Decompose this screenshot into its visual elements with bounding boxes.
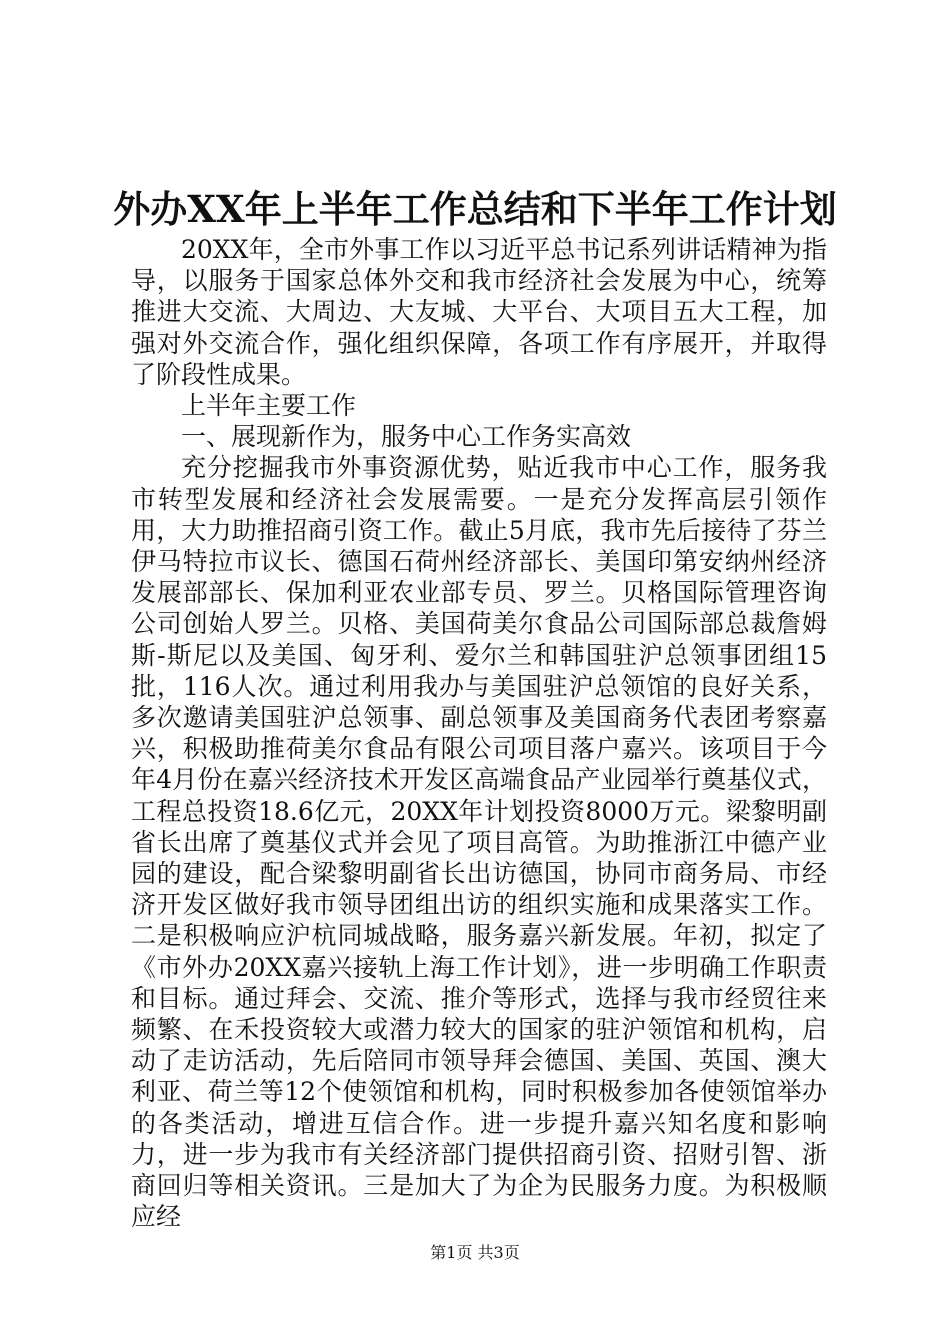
- document-title: 外办XX年上半年工作总结和下半年工作计划: [113, 187, 837, 231]
- page-footer: 第1页 共3页: [430, 1243, 520, 1262]
- section-heading: 上半年主要工作: [181, 391, 357, 421]
- subsection-heading: 一、展现新作为，服务中心工作务实高效: [181, 422, 632, 452]
- body-paragraph: 充分挖掘我市外事资源优势，贴近我市中心工作，服务我市转型发展和经济社会发展需要。一是充分发挥高层引领作用，大力助推招商引资工作。截止5月底，我市先后接待了芬兰伊马特拉市议长、德国石荷州经济部长、美国印第安纳州经济发展部部长、保加利亚农业部专员、罗兰。贝格国际管理咨询公司创始人罗兰。贝格、美国荷美尔食品公司国际部总裁詹姆斯-斯尼以及美国、匈牙利、爱尔兰和韩国驻沪总领事团组15批，116人次。通过利用我办与美国驻沪总领馆的良好关系，多次邀请美国驻沪总领事、副总领事及美国商务代表团考察嘉兴，积极助推荷美尔食品有限公司项目落户嘉兴。该项目于今年4月份在嘉兴经济技术开发区高端食品产业园举行奠基仪式，工程总投资18.6亿元，20XX年计划投资8000万元。梁黎明副省长出席了奠基仪式并会见了项目高管。为助推浙江中德产业园的建设，配合梁黎明副省长出访德国，协同市商务局、市经济开发区做好我市领导团组出访的组织实施和成果落实工作。二是积极响应沪杭同城战略，服务嘉兴新发展。年初，拟定了《市外办20XX嘉兴接轨上海工作计划》，进一步明确工作职责和目标。通过拜会、交流、推介等形式，选择与我市经贸往来频繁、在禾投资较大或潜力较大的国家的驻沪领馆和机构，启动了走访活动，先后陪同市领导拜会德国、美国、英国、澳大利亚、荷兰等12个使领馆和机构，同时积极参加各使领馆举办的各类活动，增进互信合作。进一步提升嘉兴知名度和影响力，进一步为我市有关经济部门提供招商引资、招财引智、浙商回归等相关资讯。三是加大了为企为民服务力度。为积极顺应经: [131, 453, 827, 1232]
- document-body: [131, 234, 827, 1233]
- intro-paragraph: 20XX年，全市外事工作以习近平总书记系列讲话精神为指导，以服务于国家总体外交和我市经济社会发展为中心，统筹推进大交流、大周边、大友城、大平台、大项目五大工程，加强对外交流合作，强化组织保障，各项工作有序展开，并取得了阶段性成果。: [131, 235, 827, 389]
